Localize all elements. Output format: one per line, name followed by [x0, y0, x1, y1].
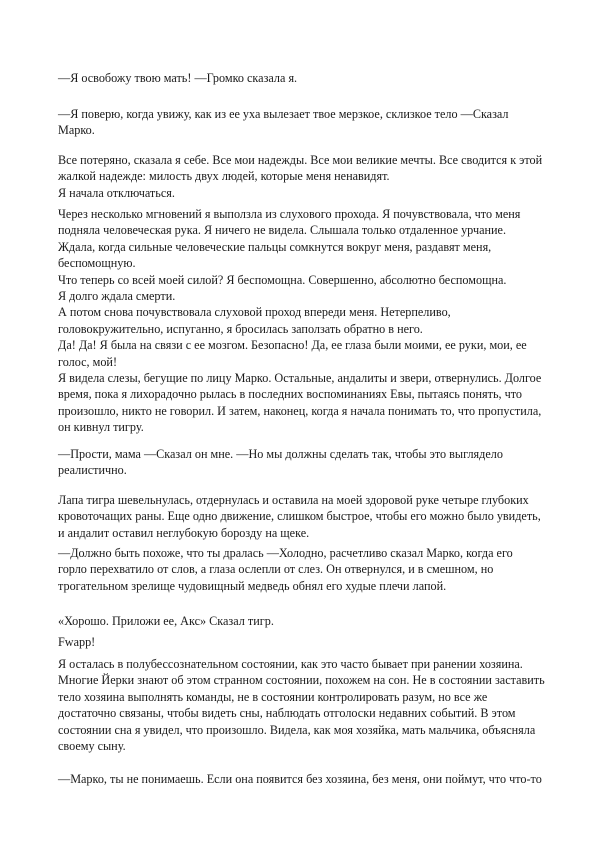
text-line: реалистично.	[58, 463, 127, 478]
paragraph-10	[58, 656, 546, 754]
text-line: достаточно связаны, чтобы видеть сны, наблюдать отголоски недавних событий. В этом	[58, 706, 516, 721]
text-line: Я долго ждала смерти.	[58, 289, 176, 304]
paragraph-7	[58, 545, 546, 594]
paragraph-8	[58, 613, 546, 629]
text-line: Многие Йерки знают об этом странном состоянии, похожем на сон. Не в состоянии заставить	[58, 673, 545, 688]
text-line: —Марко, ты не понимаешь. Если она появится без хозяина, без меня, они поймут, что что-то	[58, 772, 542, 786]
text-line: состоянии сна я увидел, что произошло. Видела, как моя хозяйка, мать мальчика, объясняла	[58, 722, 536, 737]
text-line: головокружительно, испуганно, я бросилась заползать обратно в него.	[58, 321, 423, 336]
paragraph-5	[58, 446, 546, 479]
text-line: Fwapp!	[58, 635, 96, 649]
text-line: и андалит оставил неглубокую борозду на щеке.	[58, 525, 310, 540]
text-line: Ждала, когда сильные человеческие пальцы сомкнутся вокруг меня, раздавят меня,	[58, 239, 492, 254]
text-line: А потом снова почувствовала слуховой проход впереди меня. Нетерпеливо,	[58, 305, 451, 320]
paragraph-3	[58, 152, 546, 201]
text-line: жалкой надежде: милость двух людей, которые меня ненавидят.	[58, 169, 390, 184]
text-line: произошло, никто не говорил. И затем, наконец, когда я начала понимать то, что пропустила,	[58, 403, 542, 418]
text-line: —Прости, мама —Сказал он мне. —Но мы должны сделать так, чтобы это выглядело	[58, 447, 503, 461]
paragraph-9	[58, 634, 546, 650]
text-line: горло перехватило от слов, а глаза ослепли от слез. Он отвернулся, и в смешном, но	[58, 562, 494, 577]
text-line: Да! Да! Я была на связи с ее мозгом. Безопасно! Да, ее глаза были моими, ее руки, мои, ее	[58, 338, 527, 353]
text-line: —Должно быть похоже, что ты дралась —Холодно, расчетливо сказал Марко, когда его	[58, 546, 513, 560]
paragraph-11	[58, 771, 546, 787]
paragraph-4	[58, 206, 546, 436]
text-line: тело хозяина выполнять команды, не в состоянии контролировать разум, но все же	[58, 689, 488, 704]
text-line: трогательном зрелище чудовищный медведь обнял его худые плечи лапой.	[58, 578, 447, 593]
text-line: кровоточащих раны. Еще одно движение, слишком быстрое, чтобы его можно было увидеть,	[58, 509, 541, 524]
text-line: он кивнул тигру.	[58, 420, 144, 435]
text-line: время, пока я лихорадочно рылась в последних воспоминаниях Евы, пытаясь понять, что	[58, 387, 522, 402]
paragraph-1	[58, 70, 546, 86]
text-line: голос, мой!	[58, 354, 117, 369]
text-line: Все потеряно, сказала я себе. Все мои надежды. Все мои великие мечты. Все сводится к этой	[58, 153, 543, 167]
text-line: Лапа тигра шевельнулась, отдернулась и оставила на моей здоровой руке четыре глубоких	[58, 493, 529, 507]
text-line: своему сыну.	[58, 739, 126, 754]
text-line: беспомощную.	[58, 256, 136, 271]
text-line: Марко.	[58, 123, 95, 138]
text-line: —Я освобожу твою мать! —Громко сказала я.	[58, 71, 298, 85]
text-line: «Хорошо. Приложи ее, Акс» Сказал тигр.	[58, 614, 274, 628]
paragraph-6	[58, 492, 546, 541]
text-line: Я начала отключаться.	[58, 185, 175, 200]
text-line: Через несколько мгновений я выползла из слухового прохода. Я почувствовала, что меня	[58, 207, 521, 221]
text-line: Я осталась в полубессознательном состоянии, как это часто бывает при ранении хозяина.	[58, 657, 523, 671]
text-line: подняла человеческая рука. Я ничего не видела. Слышала только отдаленное урчание.	[58, 223, 506, 238]
paragraph-2	[58, 106, 546, 139]
text-line: Что теперь со всей моей силой? Я беспомощна. Совершенно, абсолютно беспомощна.	[58, 272, 507, 287]
text-line: —Я поверю, когда увижу, как из ее уха вылезает твое мерзкое, склизкое тело —Сказал	[58, 107, 509, 121]
text-line: Я видела слезы, бегущие по лицу Марко. Остальные, андалиты и звери, отвернулись. Долгое	[58, 371, 542, 386]
